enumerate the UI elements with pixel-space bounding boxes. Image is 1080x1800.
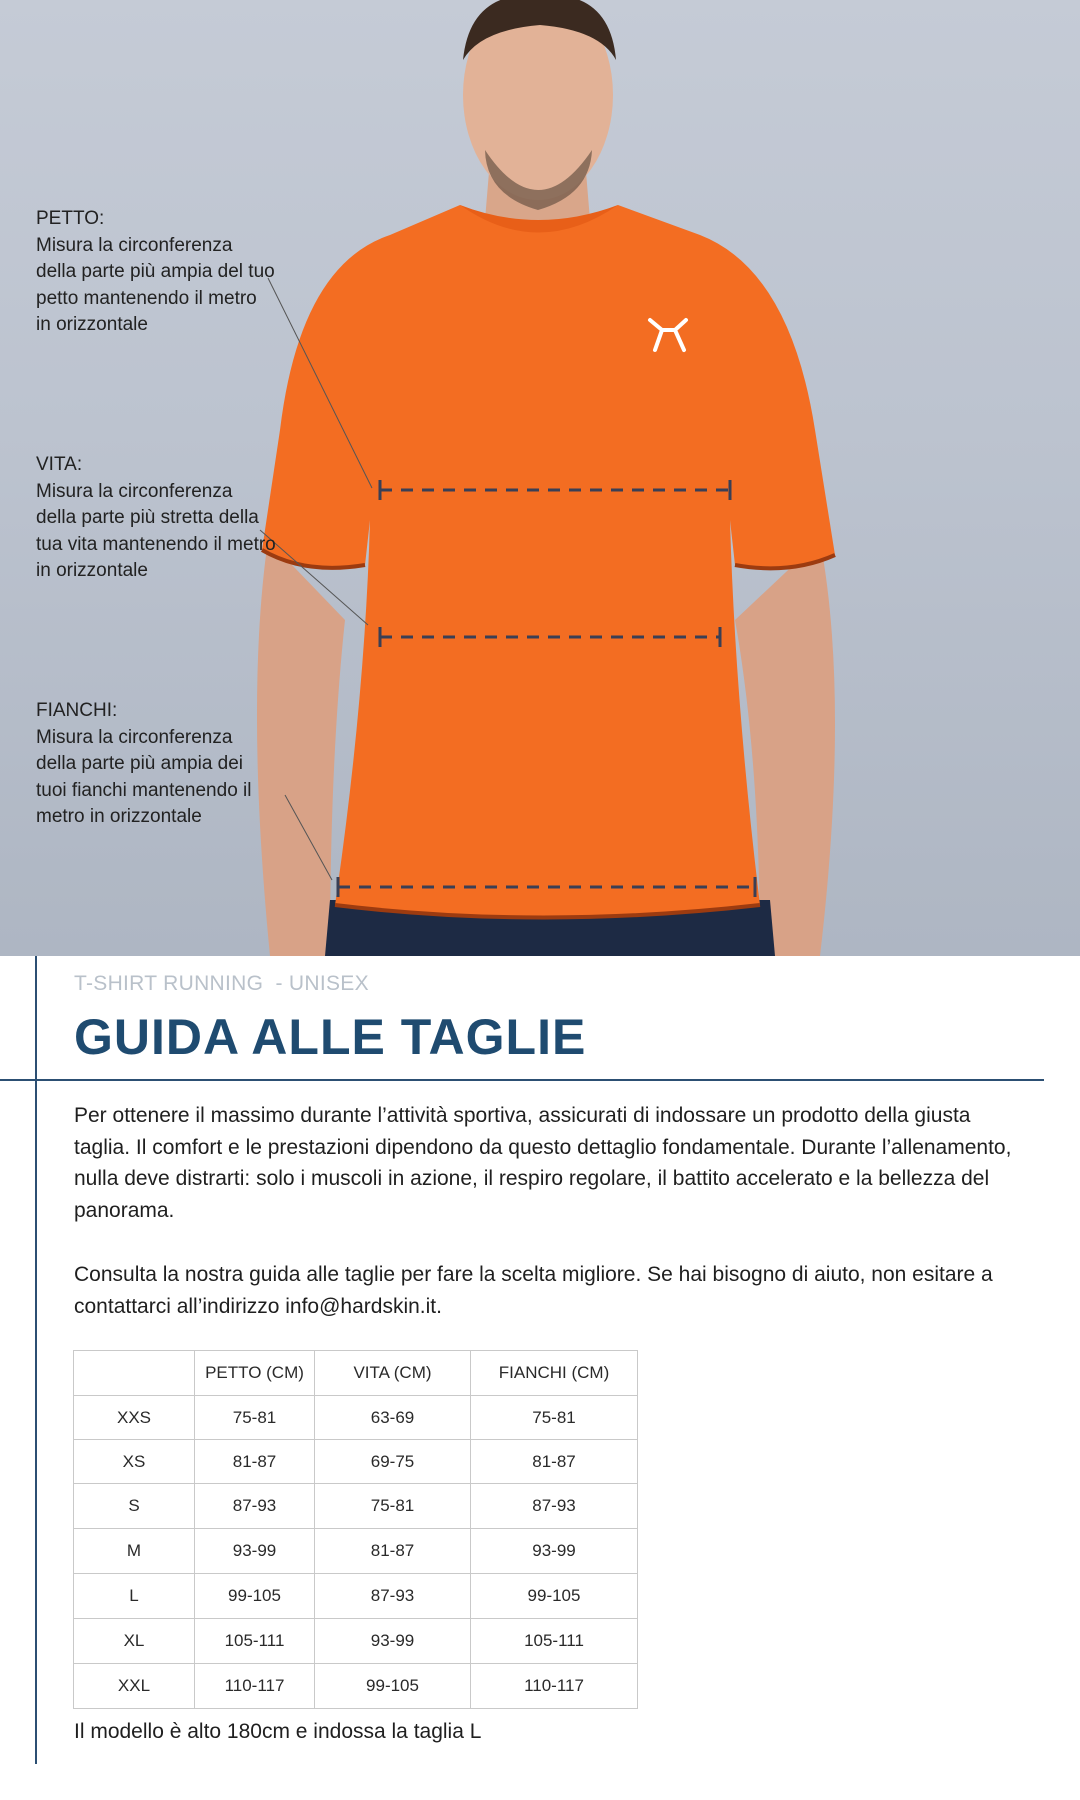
size-table	[73, 1350, 638, 1709]
waist-cell: 75-81	[315, 1484, 471, 1529]
model-size-note: Il modello è alto 180cm e indossa la taglia L	[74, 1720, 482, 1743]
chest-callout-text: Misura la circonferenza della parte più ampia del tuo petto mantenendo il metro in orizzontale	[36, 234, 275, 335]
table-row	[74, 1664, 638, 1709]
size-cell: XL	[74, 1619, 195, 1664]
contact-paragraph: Consulta la nostra guida alle taglie per fare la scelta migliore. Se hai bisogno di aiuto, non esitare a contattarci all’indirizzo info@hardskin.it.	[74, 1263, 993, 1318]
hips-callout	[36, 698, 271, 831]
chest-cell: 87-93	[195, 1484, 315, 1529]
header-cell-size	[74, 1351, 195, 1396]
hips-cell: 99-105	[471, 1574, 638, 1619]
size-cell: S	[74, 1484, 195, 1529]
product-subtitle: T-SHIRT RUNNING - UNISEX	[74, 972, 369, 995]
size-cell: XS	[74, 1440, 195, 1484]
size-cell: M	[74, 1529, 195, 1574]
accent-vertical-rule	[35, 956, 37, 1764]
size-cell: L	[74, 1574, 195, 1619]
header-cell-chest: PETTO (CM)	[195, 1351, 315, 1396]
table-header-row	[74, 1351, 638, 1396]
waist-cell: 93-99	[315, 1619, 471, 1664]
hips-cell: 105-111	[471, 1619, 638, 1664]
table-row	[74, 1440, 638, 1484]
hips-callout-title: FIANCHI:	[36, 700, 118, 721]
waist-callout	[36, 452, 276, 585]
chest-cell: 93-99	[195, 1529, 315, 1574]
size-cell: XXL	[74, 1664, 195, 1709]
hips-cell: 75-81	[471, 1396, 638, 1440]
chest-callout	[36, 206, 276, 339]
table-row	[74, 1396, 638, 1440]
waist-cell: 99-105	[315, 1664, 471, 1709]
hips-cell: 110-117	[471, 1664, 638, 1709]
chest-cell: 75-81	[195, 1396, 315, 1440]
table-row	[74, 1529, 638, 1574]
waist-cell: 81-87	[315, 1529, 471, 1574]
hips-cell: 87-93	[471, 1484, 638, 1529]
intro-paragraph: Per ottenere il massimo durante l’attività sportiva, assicurati di indossare un prodotto della giusta taglia. Il comfort e le prestazioni dipendono da questo dettaglio fondamentale. Durante l’allenamento, nulla deve distrarti: solo i muscoli in azione, il respiro regolare, il battito accelerato e la bellezza del panorama.	[74, 1104, 1012, 1222]
chest-cell: 110-117	[195, 1664, 315, 1709]
table-row	[74, 1619, 638, 1664]
waist-callout-text: Misura la circonferenza della parte più stretta della tua vita mantenendo il metro in orizzontale	[36, 480, 276, 581]
chest-callout-title: PETTO:	[36, 208, 105, 229]
chest-cell: 105-111	[195, 1619, 315, 1664]
chest-cell: 99-105	[195, 1574, 315, 1619]
page-title: GUIDA ALLE TAGLIE	[74, 1009, 587, 1065]
waist-cell: 87-93	[315, 1574, 471, 1619]
accent-horizontal-rule	[0, 1079, 1044, 1081]
hips-cell: 93-99	[471, 1529, 638, 1574]
chest-cell: 81-87	[195, 1440, 315, 1484]
size-cell: XXS	[74, 1396, 195, 1440]
table-row	[74, 1484, 638, 1529]
hips-cell: 81-87	[471, 1440, 638, 1484]
waist-cell: 63-69	[315, 1396, 471, 1440]
waist-cell: 69-75	[315, 1440, 471, 1484]
orange-tshirt	[262, 205, 835, 918]
header-cell-waist: VITA (CM)	[315, 1351, 471, 1396]
header-cell-hips: FIANCHI (CM)	[471, 1351, 638, 1396]
hips-callout-text: Misura la circonferenza della parte più ampia dei tuoi fianchi mantenendo il metro in orizzontale	[36, 726, 252, 827]
table-row	[74, 1574, 638, 1619]
waist-callout-title: VITA:	[36, 454, 83, 475]
